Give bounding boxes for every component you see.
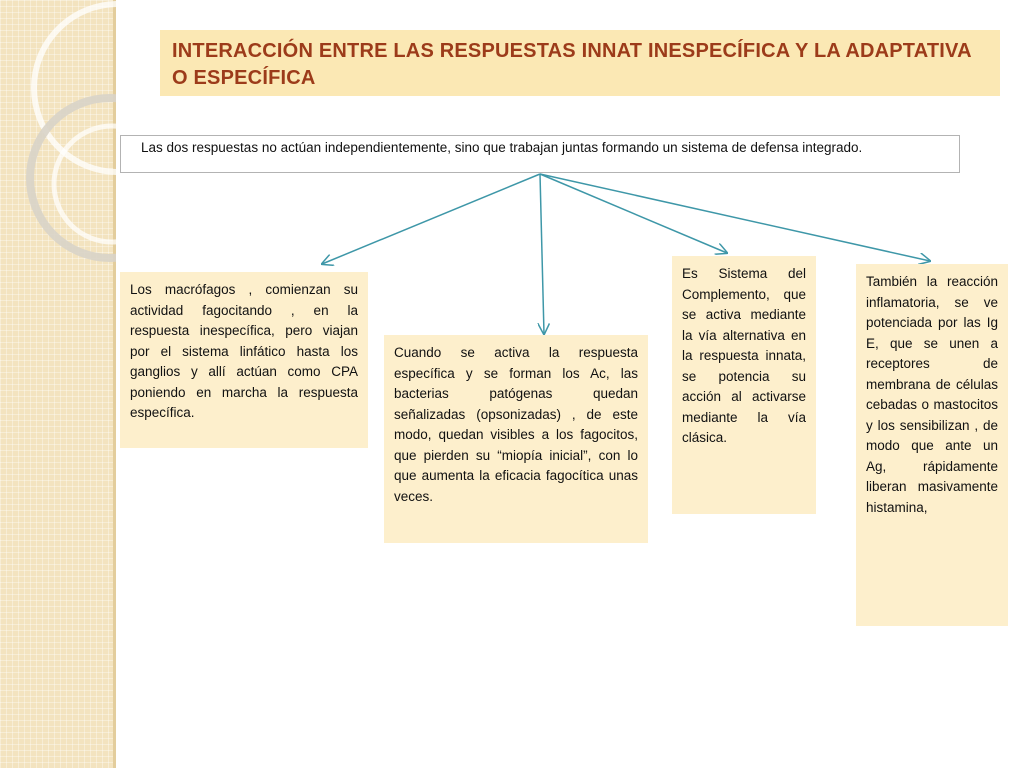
decorative-circles xyxy=(0,0,116,330)
arrow-to-inflammation xyxy=(540,174,930,261)
specific-response-text: Cuando se activa la respuesta específica y se forman los Ac, las bacterias patógenas quedan señalizadas (opsonizadas) , de este modo, quedan visibles a los fagocitos, que pierden su “miopía inicial”, con lo que aumenta la eficacia fagocítica unas veces. xyxy=(394,345,638,504)
intro-box xyxy=(120,135,960,173)
intro-text: Las dos respuestas no actúan independientemente, sino que trabajan juntas formando un sistema de defensa integrado. xyxy=(141,140,863,155)
macrophages-box xyxy=(120,272,368,448)
specific-response-box xyxy=(384,335,648,543)
title-banner xyxy=(160,30,1000,96)
complement-text: Es Sistema del Complemento, que se activa mediante la vía alternativa en la respuesta innata, se potencia su acción al activarse mediante la vía clásica. xyxy=(682,266,806,445)
complement-box xyxy=(672,256,816,514)
arrow-to-specific-response xyxy=(540,174,544,334)
inflammation-text: También la reacción inflamatoria, se ve potenciada por las Ig E, que se unen a receptores de membrana de células cebadas o mastocitos y los sensibilizan , de modo que ante un Ag, rápidamente liberan masivamente histamina, xyxy=(866,274,998,515)
arrow-to-complement xyxy=(540,174,727,253)
slide-title: INTERACCIÓN ENTRE LAS RESPUESTAS INNAT INESPECÍFICA Y LA ADAPTATIVA O ESPECÍFICA xyxy=(172,40,972,89)
arrow-to-macrophages xyxy=(322,174,540,264)
macrophages-text: Los macrófagos , comienzan su actividad fagocitando , en la respuesta inespecífica, pero viajan por el sistema linfático hasta los ganglios y allí actúan como CPA poniendo en marcha la respuesta específica. xyxy=(130,282,358,420)
inflammation-box xyxy=(856,264,1008,626)
